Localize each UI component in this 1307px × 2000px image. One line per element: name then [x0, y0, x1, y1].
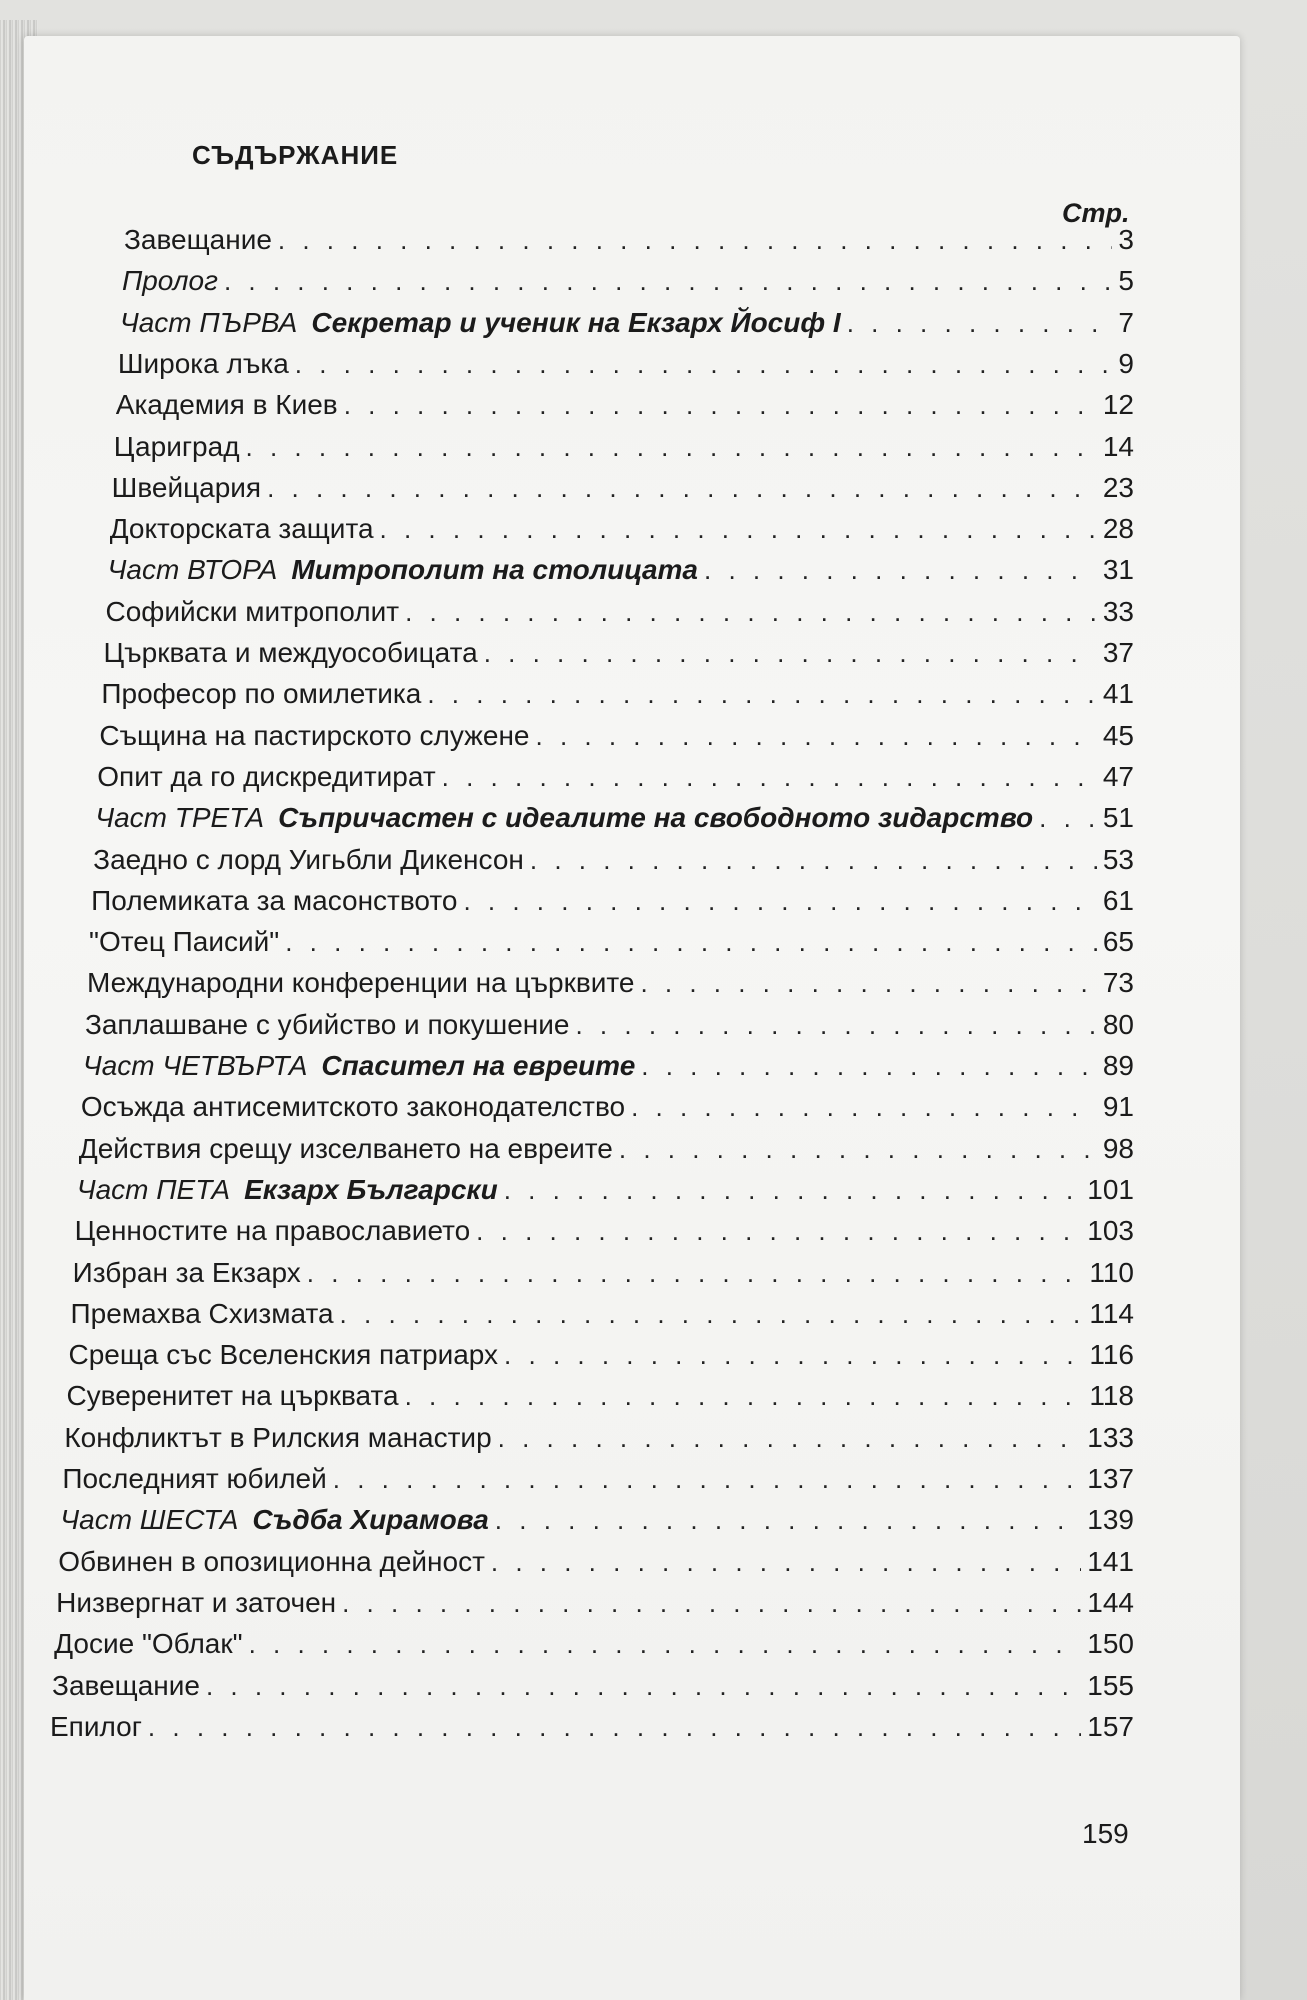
toc-part-row [83, 1048, 1134, 1082]
toc-entry-row [54, 1626, 1134, 1660]
entry-label: Академия в Киев [115, 389, 338, 421]
entry-label: Среща със Вселенския патриарх [68, 1339, 499, 1371]
part-label: Част ПЪРВА [119, 306, 298, 338]
entry-label: Завещание [124, 224, 272, 255]
entry-page-number: 89 [1102, 1050, 1134, 1081]
toc-entry-row [71, 1296, 1134, 1330]
part-title: Спасител на евреите [321, 1050, 636, 1081]
entry-page-number: 47 [1102, 760, 1134, 792]
toc-entry-row [118, 346, 1134, 380]
entry-label: Конфликтът в Рилския манастир [64, 1421, 492, 1453]
entry-page-number: 65 [1102, 926, 1134, 958]
entry-page-number: 114 [1089, 1297, 1134, 1329]
entry-label: Международни конференции на църквите [87, 967, 635, 999]
dot-leader [504, 1340, 1083, 1371]
entry-label: Софийски митрополит [105, 595, 400, 627]
entry-label: Пролог [121, 265, 218, 297]
entry-page-number: 80 [1102, 1008, 1134, 1040]
dot-leader [333, 1464, 1082, 1495]
entry-page-number: 91 [1102, 1091, 1134, 1123]
toc-title: СЪДЪРЖАНИЕ [192, 140, 399, 170]
toc-entry-row [73, 1255, 1134, 1289]
entry-page-number: 23 [1102, 471, 1134, 503]
toc-entry-row [52, 1668, 1134, 1702]
toc-entry-row [62, 1461, 1134, 1495]
toc-entry-row [87, 965, 1134, 999]
toc-entry-row [99, 718, 1134, 752]
entry-label: Премахва Схизмата [70, 1297, 334, 1329]
dot-leader [631, 1092, 1097, 1123]
entry-label: Обвинен в опозиционна дейност [58, 1545, 485, 1577]
part-label: Част ШЕСТА [60, 1504, 239, 1536]
entry-label: Опит да го дискредитират [97, 760, 436, 792]
toc-entry-row [79, 1131, 1134, 1165]
toc-entry-row [69, 1337, 1135, 1371]
entry-label: Ценностите на православието [74, 1215, 471, 1247]
dot-leader [704, 555, 1097, 586]
entry-page-number: 31 [1102, 554, 1134, 586]
part-title: Съдба Хирамова [252, 1504, 489, 1536]
toc-entry-row [97, 759, 1134, 793]
toc-part-row [120, 305, 1134, 339]
dot-leader [295, 349, 1113, 380]
entry-label: Заедно с лорд Уигьбли Дикенсон [93, 843, 524, 875]
toc-entry-row [89, 924, 1134, 958]
entry-label: Завещание [52, 1669, 200, 1701]
toc-entry-row [81, 1089, 1134, 1123]
entry-page-number: 103 [1087, 1215, 1134, 1247]
entry-label: Швейцария [111, 471, 262, 503]
toc-entry-row [116, 387, 1134, 421]
entry-page-number: 155 [1087, 1669, 1134, 1701]
dot-leader [504, 1175, 1082, 1206]
page-number: 159 [1082, 1818, 1129, 1849]
dot-leader [463, 886, 1096, 917]
entry-page-number: 45 [1102, 719, 1134, 751]
dot-leader [427, 679, 1096, 710]
dot-leader [847, 308, 1113, 339]
entry-page-number: 139 [1087, 1504, 1134, 1536]
entry-page-number: 141 [1087, 1545, 1134, 1577]
dot-leader [307, 1258, 1084, 1289]
entry-label: Докторската защита [109, 513, 374, 545]
dot-leader [495, 1505, 1081, 1536]
entry-page-number: 137 [1087, 1463, 1134, 1494]
dot-leader [206, 1671, 1081, 1702]
entry-label: "Отец Паисий" [89, 926, 280, 958]
dot-leader [442, 762, 1097, 793]
entry-label: Действия срещу изселването на евреите [78, 1132, 613, 1164]
toc-entry-row [64, 1420, 1134, 1454]
part-title: Секретар и ученик на Екзарх Йосиф I [311, 306, 841, 338]
toc-entry-row [56, 1585, 1134, 1619]
entry-label: Широка лъка [117, 347, 289, 379]
toc-part-row [60, 1502, 1134, 1536]
dot-leader [484, 638, 1097, 669]
toc-entry-row [101, 676, 1134, 710]
entry-page-number: 110 [1089, 1256, 1134, 1288]
toc-entry-row [110, 511, 1134, 545]
part-title: Съпричастен с идеалите на свободното зидарство [278, 802, 1034, 834]
toc-entry-row [93, 842, 1134, 876]
entry-page-number: 14 [1102, 430, 1134, 462]
entry-page-number: 157 [1087, 1710, 1134, 1742]
dot-leader [405, 597, 1097, 628]
toc-entry-row [122, 263, 1134, 297]
toc-entry-row [106, 594, 1135, 628]
entry-label: Същина на пастирското служене [99, 719, 530, 751]
entry-page-number: 12 [1102, 389, 1134, 421]
toc-part-row [108, 552, 1134, 586]
dot-leader [344, 390, 1097, 421]
dot-leader [405, 1381, 1084, 1412]
entry-label: Суверенитет на църквата [66, 1380, 399, 1412]
dot-leader [491, 1547, 1081, 1578]
part-label: Част ЧЕТВЪРТА [82, 1050, 308, 1081]
toc-entry-row [114, 429, 1134, 463]
dot-leader [1039, 803, 1097, 834]
entry-page-number: 98 [1102, 1132, 1134, 1164]
entry-label: Професор по омилетика [101, 678, 422, 710]
entry-page-number: 133 [1087, 1421, 1134, 1453]
toc-entry-row [58, 1544, 1134, 1578]
dot-leader [249, 1629, 1082, 1660]
entry-page-number: 150 [1087, 1628, 1134, 1660]
dot-leader [640, 968, 1096, 999]
entry-page-number: 7 [1118, 306, 1134, 338]
entry-page-number: 53 [1102, 843, 1134, 875]
entry-page-number: 5 [1118, 265, 1134, 297]
part-title: Екзарх Български [244, 1173, 498, 1205]
entry-page-number: 3 [1118, 224, 1134, 255]
entry-label: Цариград [113, 430, 240, 462]
toc-entry-row [112, 470, 1134, 504]
dot-leader [530, 845, 1097, 876]
dot-leader [278, 225, 1113, 256]
entry-page-number: 51 [1102, 802, 1134, 834]
part-title: Митрополит на столицата [291, 554, 698, 586]
entry-page-number: 61 [1102, 884, 1134, 916]
part-label: Част ПЕТА [76, 1173, 231, 1205]
entry-label: Църквата и междуособицата [103, 637, 478, 668]
entry-label: Заплашване с убийство и покушение [84, 1008, 570, 1040]
dot-leader [498, 1423, 1082, 1454]
entry-label: Епилог [50, 1710, 142, 1742]
dot-leader [224, 266, 1112, 297]
entry-label: Низвергнат и заточен [56, 1586, 337, 1618]
toc-entry-row [75, 1213, 1134, 1247]
part-label: Част ВТОРА [107, 554, 278, 586]
dot-leader [148, 1712, 1081, 1743]
entry-page-number: 101 [1087, 1173, 1134, 1205]
toc-entry-row [91, 883, 1134, 917]
entry-page-number: 144 [1087, 1586, 1134, 1618]
toc-part-row [95, 800, 1134, 834]
dot-leader [246, 432, 1097, 463]
entry-page-number: 73 [1102, 967, 1134, 999]
dot-leader [619, 1134, 1097, 1165]
dot-leader [342, 1588, 1081, 1619]
entry-page-number: 28 [1102, 513, 1134, 545]
entry-page-number: 118 [1089, 1380, 1134, 1412]
dot-leader [476, 1216, 1081, 1247]
toc-entry-row [124, 222, 1134, 256]
entry-label: Полемиката за масонството [91, 884, 458, 916]
dot-leader [340, 1299, 1084, 1330]
toc-part-row [77, 1172, 1134, 1206]
entry-label: Досие "Облак" [54, 1628, 243, 1660]
entry-page-number: 33 [1102, 595, 1134, 627]
dot-leader [285, 927, 1097, 958]
toc-entry-row [103, 635, 1134, 669]
part-label: Част ТРЕТА [95, 802, 265, 834]
dot-leader [575, 1010, 1096, 1041]
entry-page-number: 9 [1118, 347, 1134, 379]
entry-page-number: 37 [1102, 637, 1134, 668]
toc-entry-row [66, 1378, 1134, 1412]
dot-leader [536, 721, 1097, 752]
entry-label: Последният юбилей [62, 1463, 327, 1494]
pages-column-heading: Стр. [1062, 198, 1130, 228]
dot-leader [380, 514, 1097, 545]
entry-label: Осъжда антисемитското законодателство [80, 1091, 626, 1123]
toc-entry-row [85, 1007, 1134, 1041]
toc-entry-row [50, 1709, 1134, 1743]
dot-leader [641, 1051, 1097, 1082]
entry-label: Избран за Екзарх [72, 1256, 301, 1288]
entry-page-number: 41 [1102, 678, 1134, 710]
entry-page-number: 116 [1089, 1339, 1134, 1371]
dot-leader [267, 473, 1097, 504]
